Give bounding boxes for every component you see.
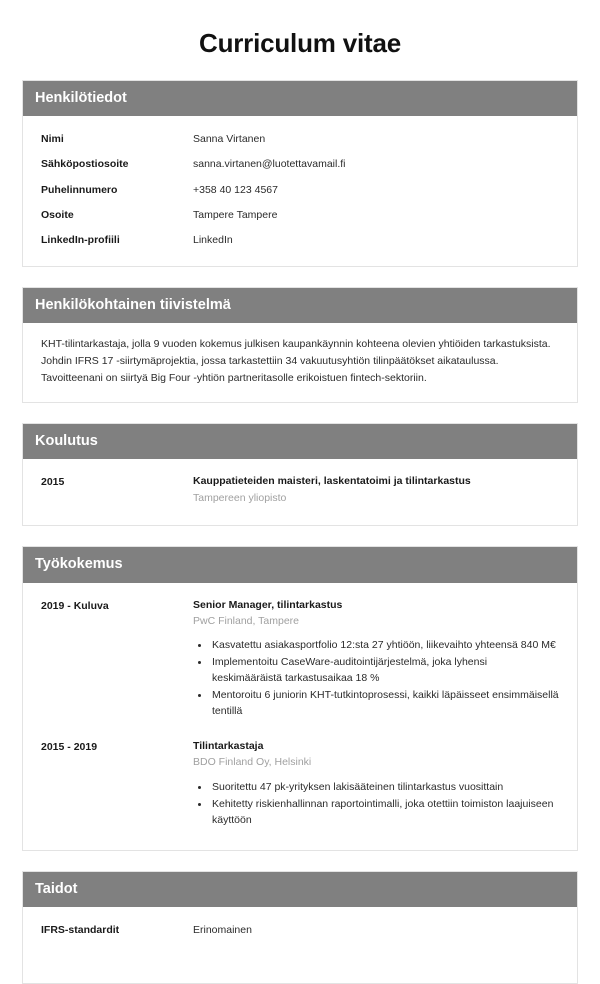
personal-info-label: Osoite — [41, 208, 74, 221]
experience-entry-employer: BDO Finland Oy, Helsinki — [193, 756, 312, 769]
experience-bullet: • Kehitetty riskienhallinnan raportointimalli, joka otettiin toimiston laajuiseen käyttöön — [210, 797, 559, 829]
education-heading: Koulutus — [23, 424, 577, 459]
experience-entry-employer: PwC Finland, Tampere — [193, 614, 300, 627]
personal-info-label: Sähköpostiosoite — [41, 158, 129, 171]
personal-info-value: +358 40 123 4567 — [193, 183, 278, 196]
skill-level: Erinomainen — [193, 924, 252, 937]
education-entry-date: 2015 — [41, 476, 65, 489]
summary-body — [23, 323, 577, 402]
skills-card — [22, 871, 578, 984]
education-entry-title: Kauppatieteiden maisteri, laskentatoimi ja tilintarkastus — [193, 475, 471, 488]
skill-row — [41, 918, 559, 943]
experience-bullet: • Implementoitu CaseWare-auditointijärjestelmä, joka lyhensi keskimääräistä tarkastusaikaa 18 % — [210, 655, 559, 687]
personal-info-card — [22, 80, 578, 267]
experience-entry — [41, 594, 559, 729]
experience-body — [23, 583, 577, 851]
experience-entry-bullets — [193, 638, 559, 720]
personal-info-row — [41, 178, 559, 203]
personal-info-row — [41, 203, 559, 228]
personal-info-value: sanna.virtanen@luotettavamail.fi — [193, 158, 346, 171]
skills-body — [23, 907, 577, 983]
experience-entry-date: 2019 - Kuluva — [41, 599, 109, 612]
education-body — [23, 459, 577, 525]
page-title: Curriculum vitae — [199, 28, 401, 58]
experience-entry-bullets — [193, 780, 559, 829]
experience-bullet: • Kasvatettu asiakasportfolio 12:sta 27 yhtiöön, liikevaihto yhteensä 840 M€ — [210, 638, 559, 654]
personal-info-row — [41, 152, 559, 177]
education-entry-main — [193, 474, 559, 506]
experience-entry-title: Tilintarkastaja — [193, 740, 264, 753]
personal-info-body — [23, 116, 577, 266]
summary-card — [22, 287, 578, 403]
experience-entry-main — [193, 739, 559, 831]
personal-info-row — [41, 127, 559, 152]
experience-bullet: • Mentoroitu 6 juniorin KHT-tutkintoprosessi, kaikki läpäisseet ensimmäisellä tentillä — [210, 688, 559, 720]
personal-info-label: Nimi — [41, 133, 64, 146]
personal-info-label: LinkedIn-profiili — [41, 234, 120, 246]
experience-entry-date: 2015 - 2019 — [41, 741, 98, 754]
skills-heading: Taidot — [23, 872, 577, 907]
education-entry-institution: Tampereen yliopisto — [193, 491, 287, 504]
experience-heading: Työkokemus — [23, 547, 577, 582]
experience-entry-title: Senior Manager, tilintarkastus — [193, 598, 343, 611]
summary-heading: Henkilökohtainen tiivistelmä — [23, 288, 577, 323]
personal-info-value: Tampere Tampere — [193, 208, 278, 221]
linkedin-profile-link[interactable]: LinkedIn — [193, 234, 233, 246]
experience-entry-main — [193, 598, 559, 723]
experience-card — [22, 546, 578, 851]
education-card — [22, 423, 578, 526]
personal-info-value: Sanna Virtanen — [193, 133, 266, 146]
personal-info-heading: Henkilötiedot — [23, 81, 577, 116]
experience-entry — [41, 735, 559, 837]
personal-info-label: Puhelinnumero — [41, 183, 118, 196]
experience-bullet: • Suoritettu 47 pk-yrityksen lakisääteinen tilintarkastus vuosittain — [210, 780, 559, 796]
summary-text: KHT-tilintarkastaja, jolla 9 vuoden kokemus julkisen kaupankäynnin kohteena olevien yhtiöiden tarkastuksista. Johdin IFRS 17 -siirtymäprojektia, jossa tarkastettiin 34 vakuutusyhtiön tilinpäätökset aikataulussa. Tavoitteenani on siirtyä Big Four -yhtiön partneritasolle erikoistuen fintech-sektoriin. — [41, 338, 551, 385]
personal-info-row — [41, 228, 559, 253]
skill-name: IFRS-standardit — [41, 924, 120, 937]
education-entry — [41, 470, 559, 512]
